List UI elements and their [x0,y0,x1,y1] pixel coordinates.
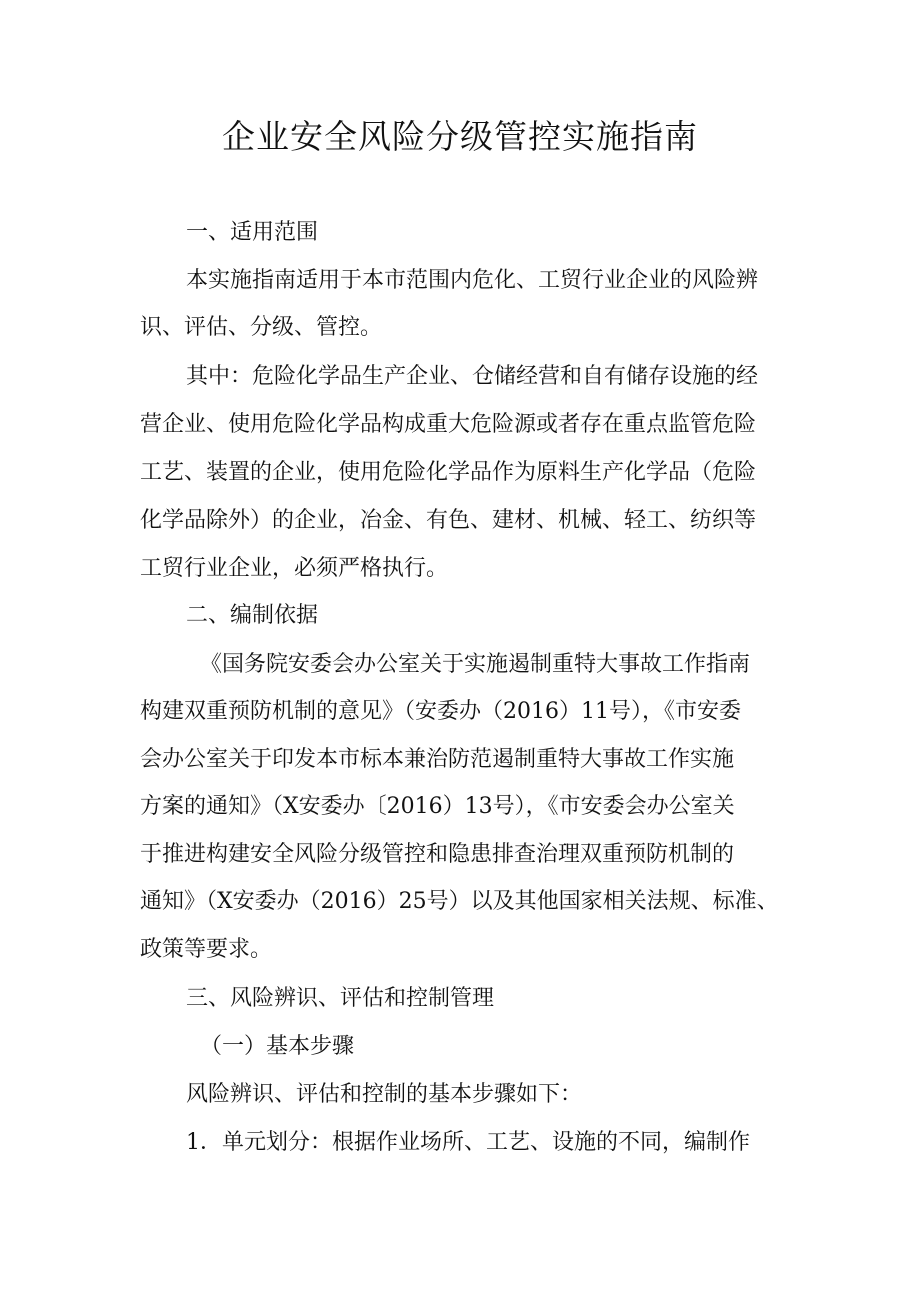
paragraph-line: 识、评估、分级、管控。 [140,315,383,340]
document-title: 企业安全风险分级管控实施指南 [222,117,698,156]
paragraph-line: 化学品除外）的企业，冶金、有色、建材、机械、轻工、纺织等 [140,508,757,533]
paragraph-line: 其中：危险化学品生产企业、仓储经营和自有储存设施的经 [186,364,759,389]
paragraph-line: 风险辨识、评估和控制的基本步骤如下： [186,1082,583,1107]
paragraph-line: 于推进构建安全风险分级管控和隐患排查治理双重预防机制的 [140,842,735,867]
paragraph-line: 通知》（X安委办（2016）25号）以及其他国家相关法规、标准、 [140,889,779,914]
paragraph-line: 构建双重预防机制的意见》（安委办（2016）11号），《市安委 [140,699,741,724]
section-heading-scope: 一、适用范围 [186,220,319,245]
paragraph-line: 工艺、装置的企业，使用危险化学品作为原料生产化学品（危险 [140,460,757,485]
paragraph-line: 本实施指南适用于本市范围内危化、工贸行业企业的风险辨 [186,268,759,293]
paragraph-line: 会办公室关于印发本市标本兼治防范遏制重特大事故工作实施 [140,747,735,772]
section-heading-risk: 三、风险辨识、评估和控制管理 [186,986,495,1011]
subsection-heading-steps: （一）基本步骤 [200,1034,355,1059]
paragraph-line: 工贸行业企业，必须严格执行。 [140,556,449,581]
paragraph-line: 方案的通知》（X安委办〔2016）13号），《市安委会办公室关 [140,794,735,819]
paragraph-line: 政策等要求。 [140,937,273,962]
paragraph-line: 营企业、使用危险化学品构成重大危险源或者存在重点监管危险 [140,412,757,437]
section-heading-basis: 二、编制依据 [186,603,319,628]
paragraph-line: 《国务院安委会办公室关于实施遏制重特大事故工作指南 [200,652,751,677]
paragraph-line: 1．单元划分：根据作业场所、工艺、设施的不同，编制作 [186,1130,750,1155]
